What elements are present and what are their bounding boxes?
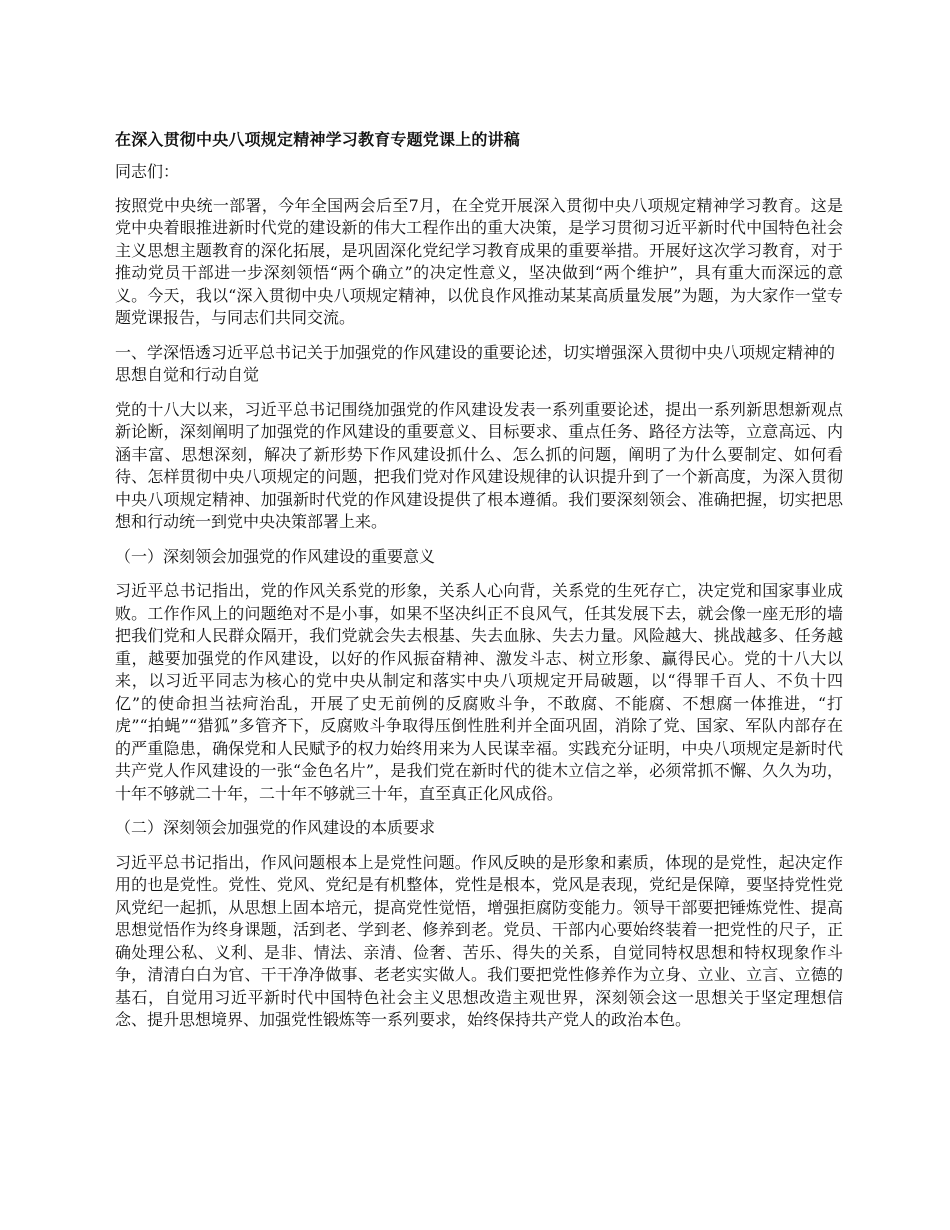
document-title: 在深入贯彻中央八项规定精神学习教育专题党课上的讲稿 [115,130,521,149]
subsection-2-heading: （二）深刻领会加强党的作风建设的本质要求 [115,818,436,837]
subsection-2-paragraph: 习近平总书记指出，作风问题根本上是党性问题。作风反映的是形象和素质，体现的是党性，起决定作用的也是党性。党性、党风、党纪是有机整体，党性是根本，党风是表现，党纪是保障，要坚持党性党风党纪一起抓，从思想上固本培元，提高党性觉悟，增强拒腐防变能力。领导干部要把锤炼党性、提高思想觉悟作为终身课题，活到老、学到老、修养到老。党员、干部内心要始终装着一把党性的尺子，正确处理公私、义利、是非、情法、亲清、俭奢、苦乐、得失的关系，自觉同特权思想和特权现象作斗争，清清白白为官、干干净净做事、老老实实做人。我们要把党性修养作为立身、立业、立言、立德的基石，自觉用习近平新时代中国特色社会主义思想改造主观世界，深刻领会这一思想关于坚定理想信念、提升思想境界、加强党性锻炼等一系列要求，始终保持共产党人的政治本色。 [115,852,843,1029]
subsection-1-heading: （一）深刻领会加强党的作风建设的重要意义 [115,546,436,566]
salutation: 同志们： [115,162,180,181]
intro-paragraph: 按照党中央统一部署，今年全国两会后至7月，在全党开展深入贯彻中央八项规定精神学习教育。这是党中央着眼推进新时代党的建设新的伟大工程作出的重大决策，是学习贯彻习近平新时代中国特色社会主义思想主题教育的深化拓展，是巩固深化党纪学习教育成果的重要举措。开展好这次学习教育，对于推动党员干部进一步深刻领悟“两个确立”的决定性意义，坚决做到“两个维护”，具有重大而深远的意义。今天，我以“深入贯彻中央八项规定精神，以优良作风推动某某高质量发展”为题，为大家作一堂专题党课报告，与同志们共同交流。 [115,195,843,327]
section-1-heading: 一、学深悟透习近平总书记关于加强党的作风建设的重要论述，切实增强深入贯彻中央八项规定精神的思想自觉和行动自觉 [115,342,836,384]
section-1-paragraph: 党的十八大以来，习近平总书记围绕加强党的作风建设发表一系列重要论述，提出一系列新思想新观点新论断，深刻阐明了加强党的作风建设的重要意义、目标要求、重点任务、路径方法等，立意高远、内涵丰富、思想深刻，解决了新形势下作风建设抓什么、怎么抓的问题，阐明了为什么要制定、如何看待、怎样贯彻中央八项规定的问题，把我们党对作风建设规律的认识提升到了一个新高度，为深入贯彻中央八项规定精神、加强新时代党的作风建设提供了根本遵循。我们要深刻领会、准确把握，切实把思想和行动统一到党中央决策部署上来。 [115,399,843,531]
document-page [115,128,843,1044]
subsection-1-paragraph: 习近平总书记指出，党的作风关系党的形象，关系人心向背，关系党的生死存亡，决定党和国家事业成败。工作作风上的问题绝对不是小事，如果不坚决纠正不良风气，任其发展下去，就会像一座无形的墙把我们党和人民群众隔开，我们党就会失去根基、失去血脉、失去力量。风险越大、挑战越多、任务越重，越要加强党的作风建设，以好的作风振奋精神、激发斗志、树立形象、赢得民心。党的十八大以来，以习近平同志为核心的党中央从制定和落实中央八项规定开局破题，以“得罪千百人、不负十四亿”的使命担当祛疴治乱，开展了史无前例的反腐败斗争，不敢腐、不能腐、不想腐一体推进，“打虎”“拍蝇”“猎狐”多管齐下，反腐败斗争取得压倒性胜利并全面巩固，消除了党、国家、军队内部存在的严重隐患，确保党和人民赋予的权力始终用来为人民谋幸福。实践充分证明，中央八项规定是新时代共产党人作风建设的一张“金色名片”，是我们党在新时代的徙木立信之举，必须常抓不懈、久久为功，十年不够就二十年，二十年不够就三十年，直至真正化风成俗。 [115,581,843,803]
